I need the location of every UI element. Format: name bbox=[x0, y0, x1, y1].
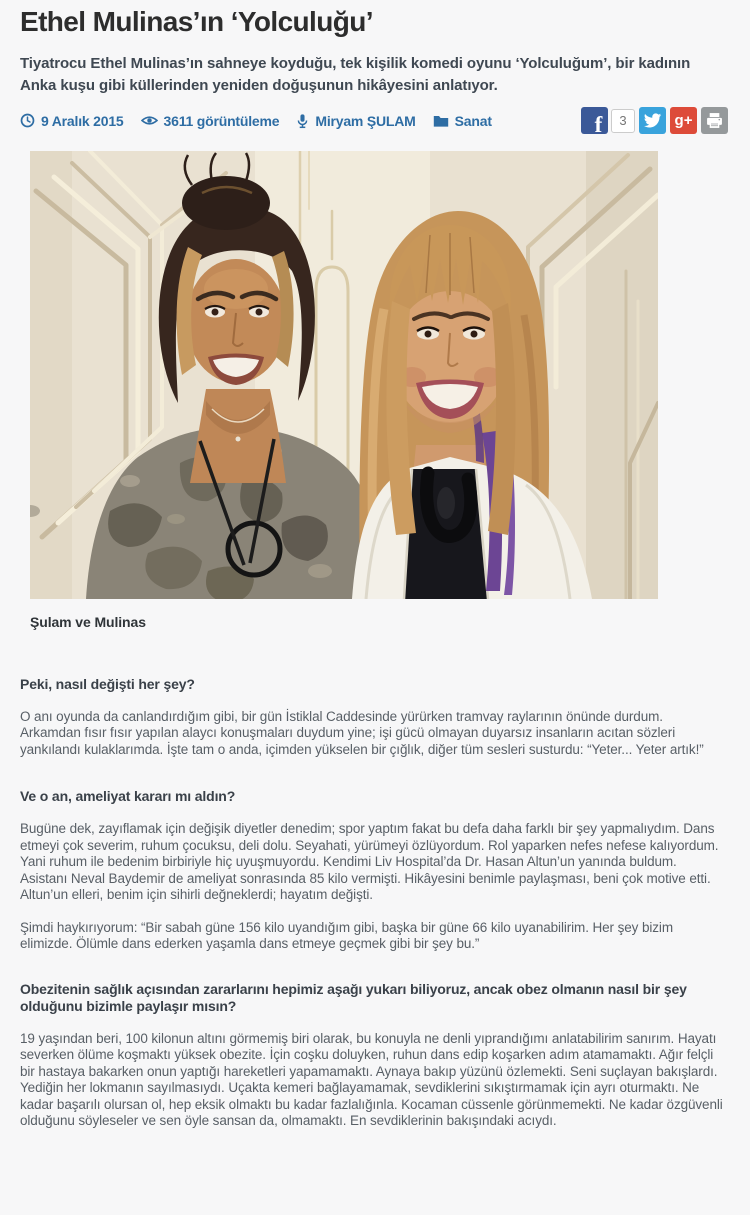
meta-author[interactable] bbox=[296, 113, 415, 129]
facebook-share-count: 3 bbox=[611, 109, 635, 133]
clock-icon bbox=[20, 113, 35, 128]
twitter-bird-icon bbox=[643, 111, 662, 130]
folder-icon bbox=[433, 114, 449, 128]
meta-category[interactable] bbox=[433, 113, 492, 129]
meta-items bbox=[20, 113, 492, 129]
meta-views-label: 3611 görüntüleme bbox=[163, 112, 280, 129]
meta-date bbox=[20, 113, 124, 129]
article-paragraph-1: O anı oyunda da canlandırdığım gibi, bir gün İstiklal Caddesinde yürürken tramvay raylarının önünde durdum. Arkamdan fısır fısır yapılan alaycı konuşmaları duydum yine; işi gücü olmayan duyarsız insanların acıtan sözleri yankılandı kulaklarımda. İşte tam o anda, içimden yükselen bir çığlık, diğer tüm sesleri susturdu: “Yeter... Yeter artık!” bbox=[20, 708, 704, 757]
share-buttons bbox=[581, 107, 728, 134]
article-question-1: Peki, nasıl değişti her şey? bbox=[20, 675, 195, 692]
facebook-share-button[interactable] bbox=[581, 107, 608, 134]
article-question-3: Obezitenin sağlık açısından zararlarını hepimiz aşağı yukarı biliyoruz, ancak obez olmanın nasıl bir şey olduğunu bizimle paylaşır mısın? bbox=[20, 980, 687, 1014]
article-paragraph-2: Bugüne dek, zayıflamak için değişik diyetler denedim; spor yaptım fakat bu defa daha farklı bir şey yapmalıydım. Dans etmeyi çok severim, ruhum çocuksu, deli dolu. Seyahati, yürümeyi özlüyordum. Rol yaparken nefes nefese kalıyordum. Yani ruhum ile bedenim birbiriyle hiç uyuşmuyordu. Kendimi Liv Hospital’da Dr. Hasan Altun’un yanında buldum. Asistanı Neval Baydemir de ameliyat sonrasında 85 kilo vermişti. Hikâyesini benimle paylaşması, beni çok motive etti. Altun’un elleri, benim için sihirli değneklerdi; hayatım değişti. bbox=[20, 821, 719, 903]
article-lead: Tiyatrocu Ethel Mulinas’ın sahneye koyduğu, tek kişilik komedi oyunu ‘Yolculuğum’, bir kadının Anka kuşu gibi küllerinden yeniden doğuşunun hikâyesini anlatıyor. bbox=[20, 54, 691, 94]
page-title: Ethel Mulinas’ın ‘Yolculuğu’ bbox=[20, 6, 373, 37]
microphone-icon bbox=[296, 113, 309, 129]
meta-category-label: Sanat bbox=[454, 112, 492, 129]
article-paragraph-3: Şimdi haykırıyorum: “Bir sabah güne 156 kilo uyandığım gibi, başka bir güne 66 kilo uyanabilirim. Her şey bizim elimizde. Ölümle dans ederken yaşamla dans etmeye geçmek gibi bir şey bu.” bbox=[20, 919, 673, 952]
meta-views bbox=[141, 113, 280, 129]
meta-row bbox=[20, 107, 728, 135]
article-photo bbox=[30, 151, 658, 599]
printer-icon bbox=[704, 110, 725, 131]
print-button[interactable] bbox=[701, 107, 728, 134]
meta-author-label: Miryam ŞULAM bbox=[315, 112, 416, 129]
googleplus-share-button[interactable] bbox=[670, 107, 697, 134]
article-question-2: Ve o an, ameliyat kararı mı aldın? bbox=[20, 788, 236, 805]
eye-icon bbox=[141, 113, 158, 128]
facebook-icon: f bbox=[594, 112, 603, 135]
article-paragraph-4: 19 yaşından beri, 100 kilonun altını görmemiş biri olarak, bu konuyla ne denli yıprandığımı anlatabilirim sanırım. Hayatı severken ölüme koşmaktı yüksek obezite. İçin coşku doluyken, ruhun dans edip koşarken adım atamamaktı. Ağır felçli bir hastaya bakarken onun yaptığı hareketleri yapamamaktı. Aynaya bakıp yüzünü özlemekti. Seni suçlayan bakışlardı. Yediğin her lokmanın sayılmasıydı. Uçakta kemeri bağlayamamak, sevdiklerini sıkıştırmamak için ayrı oturmaktı. Ne kadar başarılı olursan ol, hep eksik olmaktı bu kadar fazlalığınla. Kocaman cüssenle görünmemekti. Ne kadar özgüvenli olduğunu söyleseler ve sen öyle sansan da, olmamaktı. En sevdiklerinin bakışındaki acıydı. bbox=[20, 1030, 723, 1129]
googleplus-icon: g+ bbox=[674, 112, 693, 130]
meta-date-label: 9 Aralık 2015 bbox=[41, 112, 124, 129]
photo-caption: Şulam ve Mulinas bbox=[30, 613, 146, 630]
twitter-share-button[interactable] bbox=[639, 107, 666, 134]
